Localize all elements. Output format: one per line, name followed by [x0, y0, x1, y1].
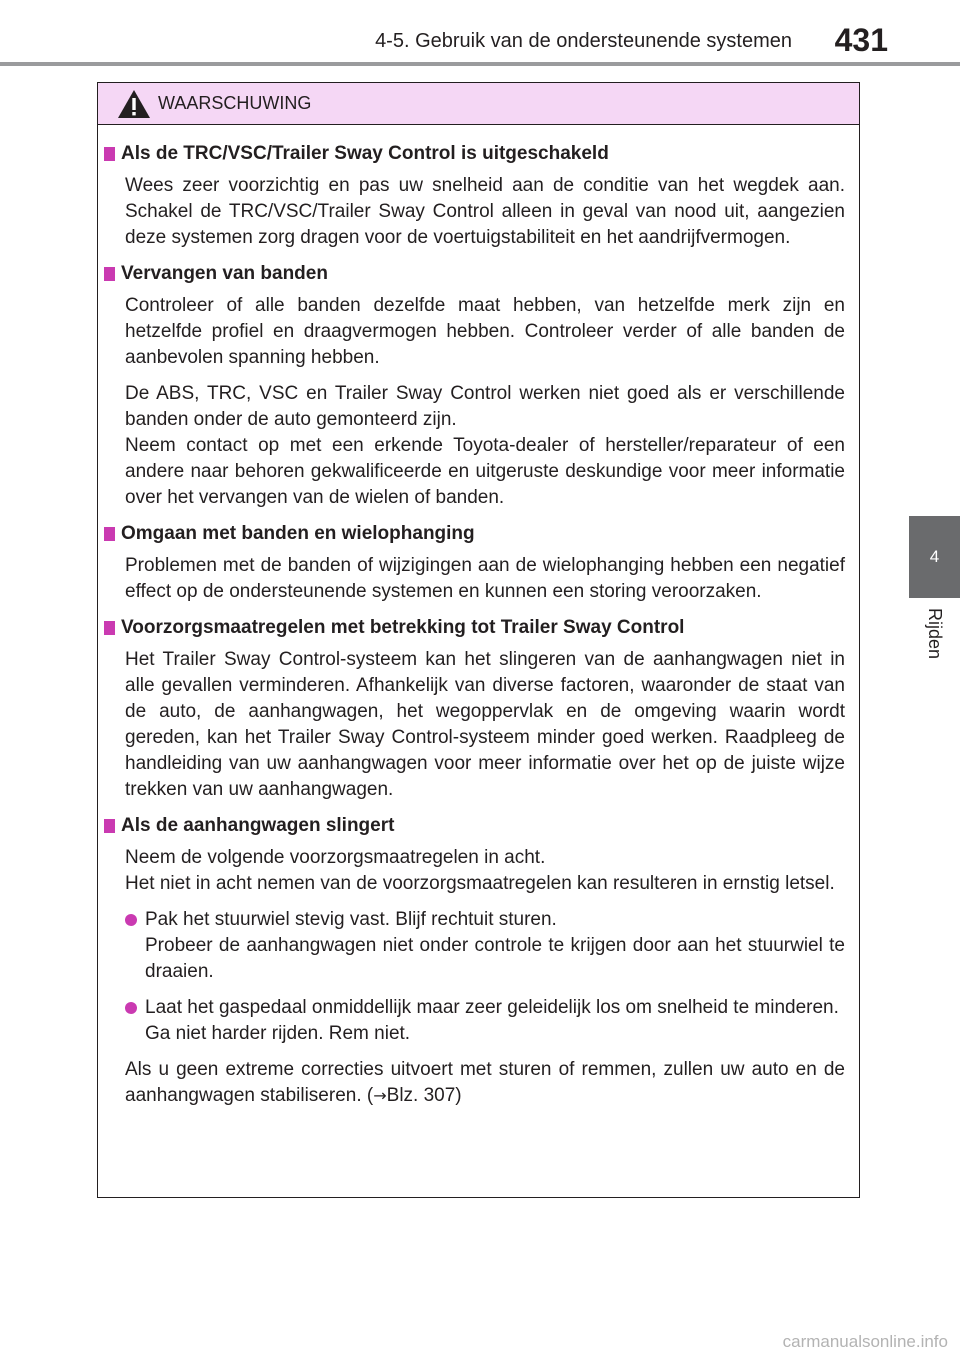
paragraph: De ABS, TRC, VSC en Trailer Sway Control werken niet goed als er verschillende banden onder de auto gemonteerd zijn. — [125, 383, 845, 430]
section-heading: Omgaan met banden en wielophanging — [104, 521, 845, 547]
warning-body — [98, 125, 859, 1109]
section-heading: Voorzorgsmaatregelen met betrekking tot Trailer Sway Control — [104, 615, 845, 641]
chapter-number: 4 — [929, 547, 940, 566]
page-number: 431 — [834, 22, 888, 58]
chapter-label-area — [909, 598, 960, 750]
paragraph: Problemen met de banden of wijzigingen aan de wielophanging hebben een negatief effect op de ondersteunende systemen en kunnen een storing veroorzaken. — [125, 555, 845, 602]
section-heading: Als de aanhangwagen slingert — [104, 813, 845, 839]
list-item: Laat het gaspedaal onmiddellijk maar zeer geleidelijk los om snelheid te minderen. Ga niet harder rijden. Rem niet. — [125, 995, 845, 1047]
paragraph: Het Trailer Sway Control-systeem kan het slingeren van de aanhangwagen niet in alle gevallen verminderen. Afhankelijk van diverse factoren, waaronder de staat van de auto, de aanhangwagen, het wegoppervlak en de omgeving waarin wordt gereden, kan het Trailer Sway Control-systeem minder goed werken. Raadpleeg de handleiding van uw aanhangwagen voor meer informatie over het op de juiste wijze trekken van uw aanhangwagen. — [125, 649, 845, 800]
square-bullet-icon — [104, 819, 115, 833]
section-heading: Als de TRC/VSC/Trailer Sway Control is uitgeschakeld — [104, 141, 845, 167]
chapter-tab[interactable] — [909, 516, 960, 598]
square-bullet-icon — [104, 267, 115, 281]
circle-bullet-icon — [125, 914, 137, 926]
section-title: 4-5. Gebruik van de ondersteunende systemen — [375, 30, 792, 52]
square-bullet-icon — [104, 621, 115, 635]
section-heading: Vervangen van banden — [104, 261, 845, 287]
paragraph: Neem contact op met een erkende Toyota-dealer of hersteller/reparateur of een andere naar behoren gekwalificeerde en uitgeruste deskundige voor meer informatie over het vervangen van de wielen of banden. — [125, 435, 845, 508]
warning-triangle-icon — [116, 88, 152, 120]
list-item: Pak het stuurwiel stevig vast. Blijf rechtuit sturen. Probeer de aanhangwagen niet onder controle te krijgen door aan het stuurwiel te draaien. — [125, 907, 845, 985]
paragraph: Wees zeer voorzichtig en pas uw snelheid aan de conditie van het wegdek aan. Schakel de TRC/VSC/Trailer Sway Control alleen in geval van nood uit, aangezien deze systemen zorg dragen voor de voertuigstabiliteit en het aandrijfvermogen. — [125, 175, 845, 248]
closing-paragraph: Als u geen extreme correcties uitvoert met sturen of remmen, zullen uw auto en de aanhangwagen stabiliseren. (→Blz. 307) — [125, 1059, 845, 1106]
circle-bullet-icon — [125, 1002, 137, 1014]
watermark: carmanualsonline.info — [782, 1332, 948, 1351]
header-divider — [0, 62, 960, 66]
paragraph: Neem de volgende voorzorgsmaatregelen in acht. — [125, 847, 546, 868]
paragraph: Controleer of alle banden dezelfde maat hebben, van hetzelfde merk zijn en hetzelfde profiel en draagvermogen hebben. Controleer verder of alle banden de aanbevolen spanning hebben. — [125, 295, 845, 368]
warning-header — [98, 83, 859, 125]
warning-title: WAARSCHUWING — [158, 93, 312, 113]
chapter-label: Rijden — [925, 608, 945, 660]
square-bullet-icon — [104, 147, 115, 161]
arrow-right-icon: → — [373, 1086, 387, 1105]
page-reference-link[interactable]: Blz. 307) — [386, 1085, 462, 1106]
square-bullet-icon — [104, 527, 115, 541]
paragraph: Het niet in acht nemen van de voorzorgsmaatregelen kan resulteren in ernstig letsel. — [125, 873, 835, 894]
warning-box — [97, 82, 860, 1198]
